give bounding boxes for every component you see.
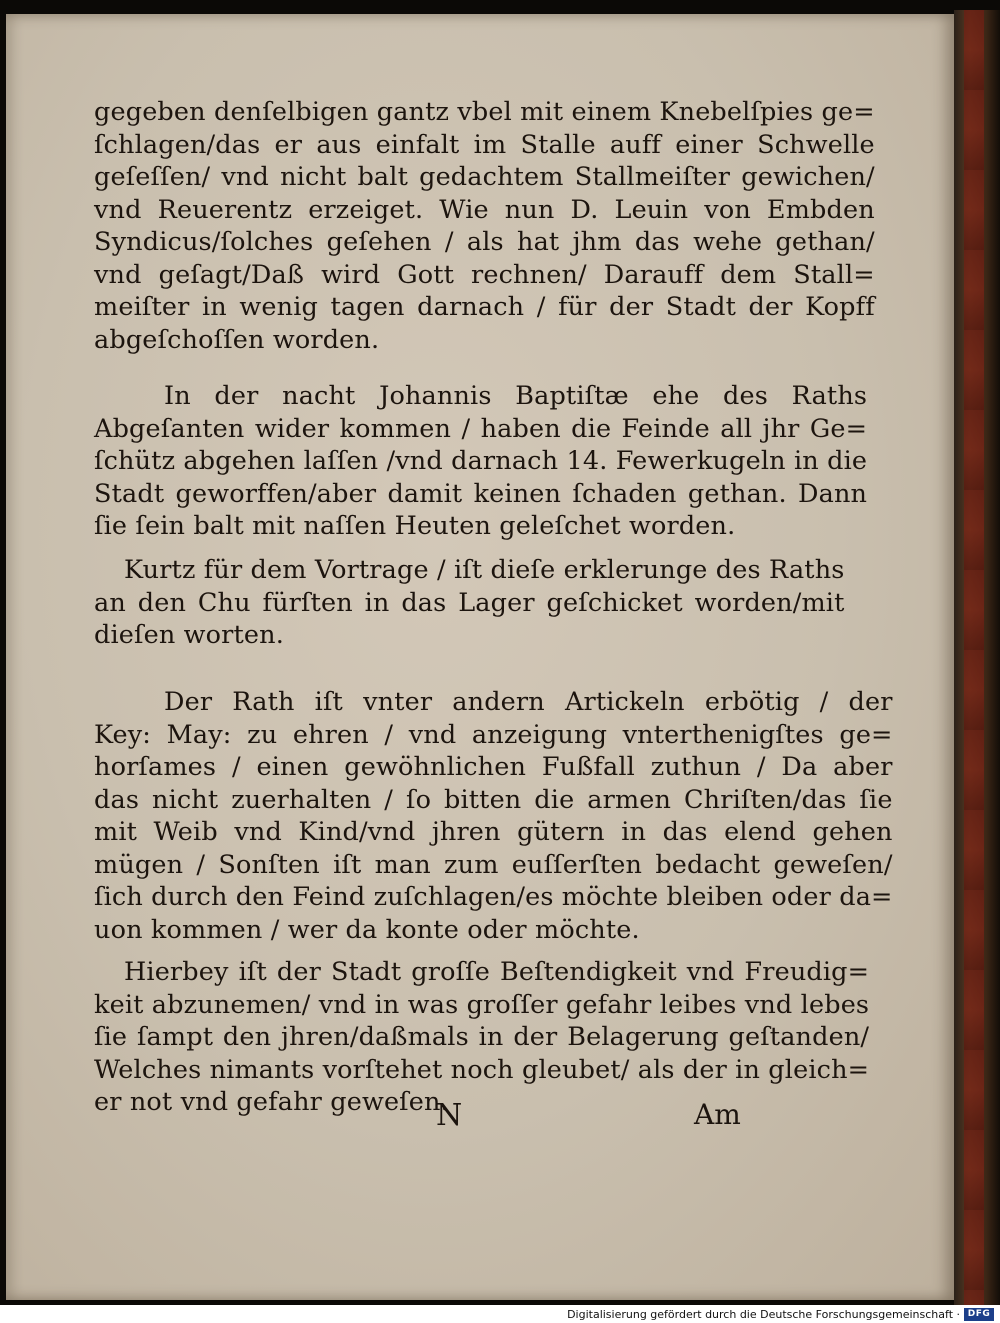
paragraph-4 <box>94 686 893 946</box>
paragraph-3 <box>94 554 845 652</box>
text-line: ſchlagen/das er aus einfalt im Stalle auff einer Schwelle <box>94 129 875 160</box>
text-line: geſeſſen/ vnd nicht balt gedachtem Stallmeiſter gewichen/ <box>94 162 875 192</box>
document-page <box>6 14 954 1300</box>
text-line: das nicht zuerhalten / ſo bitten die armen Chriſten/das ſie <box>94 784 893 815</box>
text-line: meiſter in wenig tagen darnach / für der Stadt der Kopff <box>94 292 875 322</box>
text-line: Hierbey iſt der Stadt groſſe Beſtendigkeit vnd Freudig= <box>124 957 870 987</box>
footer-bar <box>0 1305 1000 1323</box>
text-line: gegeben denſelbigen gantz vbel mit einem Knebelſpies ge= <box>94 97 875 127</box>
text-line: vnd geſagt/Daß wird Gott rechnen/ Darauff dem Stall= <box>94 259 875 290</box>
text-line: Kurtz für dem Vortrage / iſt dieſe erklerunge des Raths <box>124 555 845 585</box>
text-line: mügen / Sonſten iſt man zum euſſerſten bedacht geweſen/ <box>94 849 893 880</box>
text-line: an den Chu fürſten in das Lager geſchicket worden/mit <box>94 587 845 618</box>
text-line: Welches nimants vorſtehet noch gleubet/ als der in gleich= <box>94 1054 870 1085</box>
text-line: In der nacht Johannis Baptiſtæ ehe des Raths <box>164 381 868 411</box>
text-line: ſich durch den Feind zuſchlagen/es möchte bleiben oder da= <box>94 882 893 912</box>
paragraph-1 <box>94 96 875 356</box>
signature-mark: N <box>436 1098 463 1133</box>
text-line: mit Weib vnd Kind/vnd jhren gütern in das elend gehen <box>94 817 893 847</box>
text-line: Abgeſanten wider kommen / haben die Feinde all jhr Ge= <box>94 413 868 444</box>
text-line: keit abzunemen/ vnd in was groſſer gefahr leibes vnd lebes <box>94 989 870 1020</box>
text-line: er not vnd gefahr geweſen. <box>94 1087 449 1117</box>
text-line: Stadt geworffen/aber damit keinen ſchaden gethan. Dann <box>94 478 868 509</box>
text-line: ſie ſein balt mit naſſen Heuten geleſchet worden. <box>94 511 736 541</box>
text-line: dieſen worten. <box>94 620 284 650</box>
text-line: Der Rath iſt vnter andern Artickeln erbötig / der <box>164 687 893 717</box>
text-line: Key: May: zu ehren / vnd anzeigung vnterthenigſtes ge= <box>94 719 893 750</box>
text-line: uon kommen / wer da konte oder möchte. <box>94 914 640 945</box>
dfg-logo-icon: DFG <box>964 1308 994 1321</box>
paragraph-5 <box>94 956 869 1119</box>
catchword: Am <box>694 1098 741 1131</box>
text-line: ſie ſampt den jhren/daßmals in der Belagerung geſtanden/ <box>94 1022 870 1052</box>
text-line: horſames / einen gewöhnlichen Fußfall zuthun / Da aber <box>94 752 893 782</box>
paragraph-2 <box>94 380 867 543</box>
footer-credit: Digitalisierung gefördert durch die Deutsche Forschungsgemeinschaft · <box>567 1308 960 1321</box>
text-line: ſchütz abgehen laſſen /vnd darnach 14. Fewerkugeln in die <box>94 446 868 476</box>
text-line: vnd Reuerentz erzeiget. Wie nun D. Leuin von Embden <box>94 194 875 225</box>
text-line: Syndicus/ſolches geſehen / als hat jhm das wehe gethan/ <box>94 227 875 257</box>
book-edge <box>954 10 1000 1305</box>
text-line: abgeſchoſſen worden. <box>94 324 380 355</box>
